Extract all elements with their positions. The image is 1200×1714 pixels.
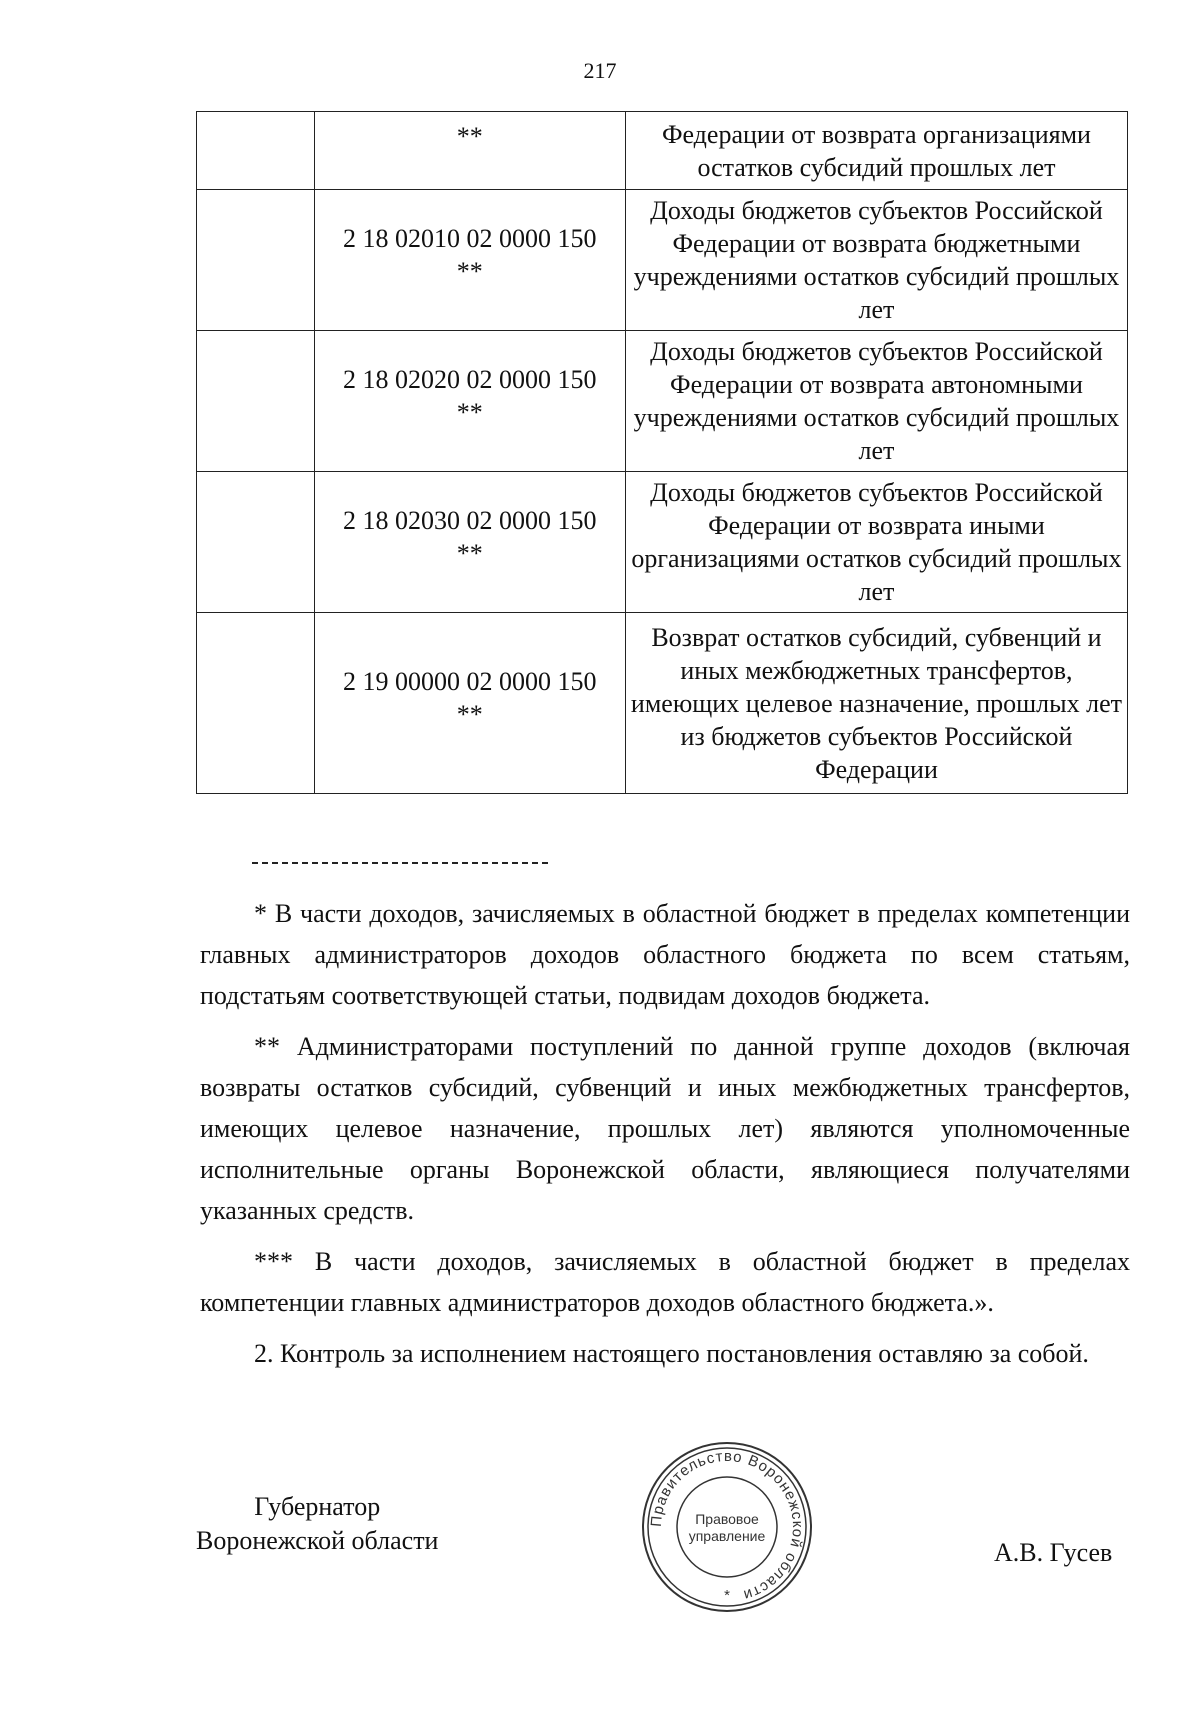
table-cell-code (314, 331, 625, 472)
income-code: 2 19 00000 02 0000 150 (343, 667, 597, 696)
table-cell-description (625, 112, 1127, 190)
signatory-position: Губернатор (254, 1492, 381, 1521)
table-row (197, 190, 1128, 331)
resolution-item-2: 2. Контроль за исполнением настоящего постановления оставляю за собой. (254, 1339, 1089, 1368)
income-codes-table (196, 111, 1128, 794)
code-footnote-mark: ** (456, 539, 483, 568)
table-row (197, 613, 1128, 794)
table-cell-empty (197, 190, 315, 331)
table-cell-code (314, 112, 625, 190)
table-cell-code (314, 613, 625, 794)
table-cell-description (625, 472, 1127, 613)
income-code: 2 18 02030 02 0000 150 (343, 506, 597, 535)
income-description: Возврат остатков субсидий, субвенций и иных межбюджетных трансфертов, имеющих целевое назначение, прошлых лет из бюджетов субъектов Российской Федерации (630, 622, 1122, 784)
stamp-star: * (724, 1587, 730, 1604)
signatory-name: А.В. Гусев (994, 1538, 1113, 1567)
income-description: Доходы бюджетов субъектов Российской Федерации от возврата иными организациями остатков субсидий прошлых лет (631, 478, 1122, 606)
table-cell-description (625, 331, 1127, 472)
legal-department-stamp (640, 1440, 814, 1614)
table-cell-description (625, 613, 1127, 794)
code-footnote-mark: ** (456, 122, 483, 151)
code-footnote-mark: ** (456, 700, 483, 729)
table-cell-empty (197, 613, 315, 794)
footnotes (200, 893, 1130, 1384)
table-row (197, 331, 1128, 472)
table-cell-empty (197, 331, 315, 472)
table-cell-code (314, 190, 625, 331)
footnote-triple-star: *** В части доходов, зачисляемых в областной бюджет в пределах компетенции главных администраторов доходов областного бюджета.». (200, 1247, 1130, 1317)
code-footnote-mark: ** (456, 398, 483, 427)
table-cell-empty (197, 112, 315, 190)
table-cell-code (314, 472, 625, 613)
income-description: Федерации от возврата организациями остатков субсидий прошлых лет (661, 119, 1091, 182)
income-code: 2 18 02010 02 0000 150 (343, 224, 597, 253)
stamp-inner-line-2: управление (688, 1528, 766, 1544)
table-cell-empty (197, 472, 315, 613)
footnote-separator (252, 862, 548, 864)
income-description: Доходы бюджетов субъектов Российской Федерации от возврата автономными учреждениями остатков субсидий прошлых лет (633, 337, 1120, 465)
footnote-double-star: ** Администраторами поступлений по данной группе доходов (включая возвраты остатков субсидий, субвенций и иных межбюджетных трансфертов, имеющих целевое назначение, прошлых лет) являются уполномоченные исполнительные органы Воронежской области, являющиеся получателями указанных средств. (200, 1032, 1130, 1225)
stamp-outer-text: Правительство Воронежской области (647, 1447, 807, 1604)
table-row (197, 472, 1128, 613)
table-row (197, 112, 1128, 190)
table-cell-description (625, 190, 1127, 331)
income-code: 2 18 02020 02 0000 150 (343, 365, 597, 394)
stamp-inner-line-1: Правовое (695, 1511, 759, 1527)
income-description: Доходы бюджетов субъектов Российской Федерации от возврата бюджетными учреждениями остатков субсидий прошлых лет (633, 196, 1120, 324)
footnote-single-star: * В части доходов, зачисляемых в областной бюджет в пределах компетенции главных администраторов доходов областного бюджета по всем статьям, подстатьям соответствующей статьи, подвидам доходов бюджета. (200, 899, 1130, 1010)
signatory-title (196, 1490, 438, 1558)
page-number: 217 (583, 58, 617, 83)
code-footnote-mark: ** (456, 257, 483, 286)
signatory-region: Воронежской области (196, 1526, 439, 1555)
